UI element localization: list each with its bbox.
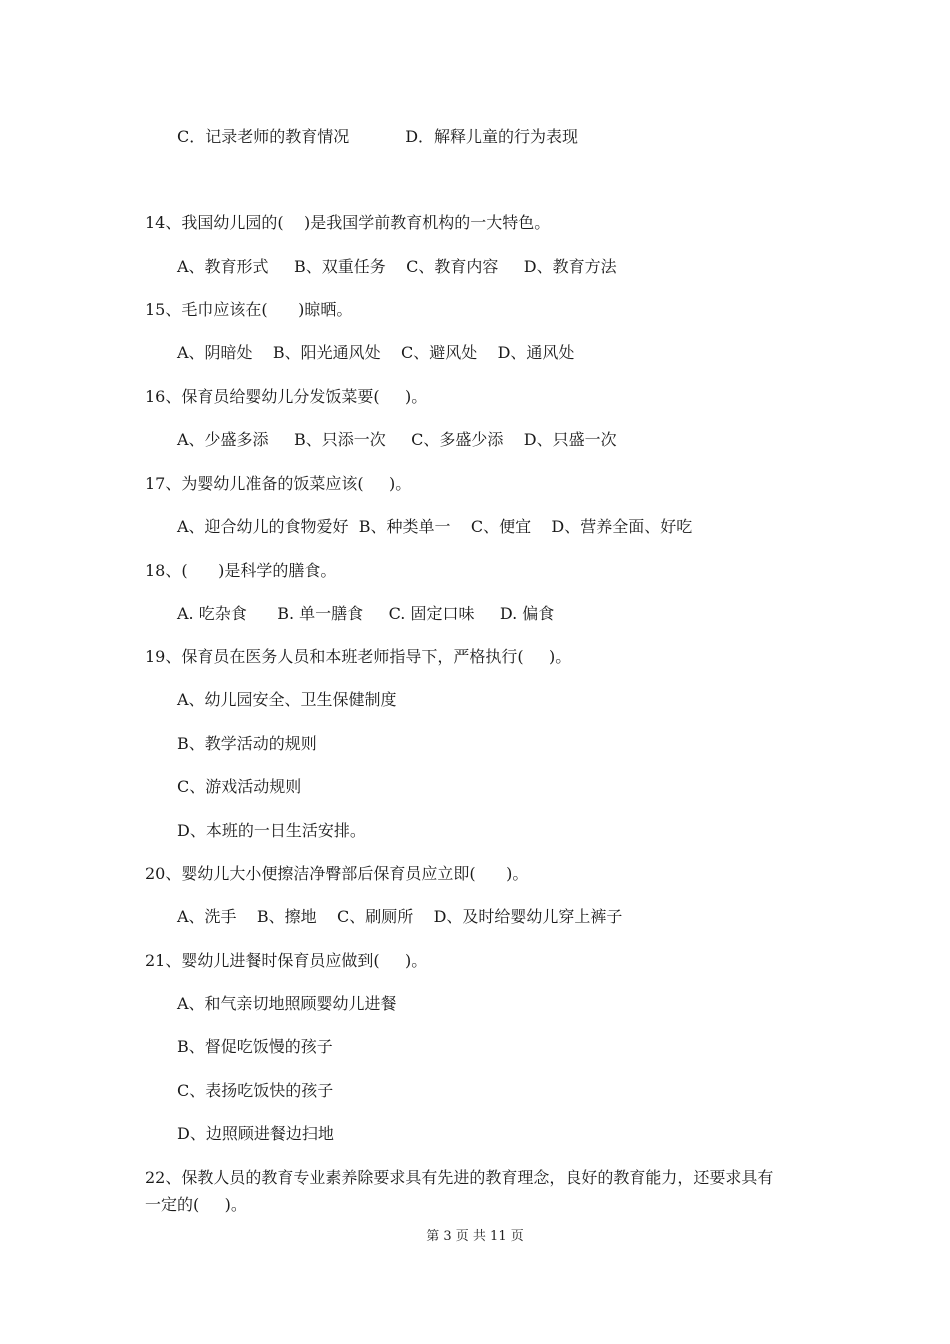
- page-footer: 第 3 页 共 11 页: [426, 1229, 524, 1244]
- option-21-a: A、和气亲切地照顾婴幼儿进餐: [177, 994, 397, 1013]
- option-21-c: C、表扬吃饭快的孩子: [177, 1081, 334, 1100]
- option-19-d: D、本班的一日生活安排。: [177, 821, 366, 840]
- option-19-b: B、教学活动的规则: [177, 734, 317, 753]
- option-19-c: C、游戏活动规则: [177, 777, 302, 796]
- options-16: A、少盛多添 B、只添一次 C、多盛少添 D、只盛一次: [177, 430, 617, 449]
- question-19: 19、保育员在医务人员和本班老师指导下，严格执行( )。: [145, 647, 572, 666]
- question-17: 17、为婴幼儿准备的饭菜应该( )。: [145, 474, 412, 493]
- option-21-d: D、边照顾进餐边扫地: [177, 1124, 334, 1143]
- options-17: A、迎合幼儿的食物爱好 B、种类单一 C、便宜 D、营养全面、好吃: [177, 517, 693, 536]
- question-18: 18、( )是科学的膳食。: [145, 561, 337, 580]
- question-22: 22、保教人员的教育专业素养除要求具有先进的教育理念，良好的教育能力，还要求具有: [145, 1168, 774, 1187]
- options-18: A. 吃杂食 B. 单一膳食 C. 固定口味 D. 偏食: [177, 604, 555, 623]
- option-line-13-cd: C．记录老师的教育情况 D．解释儿童的行为表现: [177, 127, 579, 146]
- question-16: 16、保育员给婴幼儿分发饭菜要( )。: [145, 387, 428, 406]
- options-14: A、教育形式 B、双重任务 C、教育内容 D、教育方法: [177, 257, 617, 276]
- option-21-b: B、督促吃饭慢的孩子: [177, 1037, 333, 1056]
- question-14: 14、我国幼儿园的( )是我国学前教育机构的一大特色。: [145, 213, 551, 232]
- options-20: A、洗手 B、擦地 C、刷厕所 D、及时给婴幼儿穿上裤子: [177, 907, 623, 926]
- option-19-a: A、幼儿园安全、卫生保健制度: [177, 690, 397, 709]
- question-22-cont: 一定的( )。: [145, 1195, 247, 1214]
- question-15: 15、毛巾应该在( )晾晒。: [145, 300, 353, 319]
- question-21: 21、婴幼儿进餐时保育员应做到( )。: [145, 951, 428, 970]
- question-20: 20、婴幼儿大小便擦洁净臀部后保育员应立即( )。: [145, 864, 529, 883]
- options-15: A、阴暗处 B、阳光通风处 C、避风处 D、通风处: [177, 343, 575, 362]
